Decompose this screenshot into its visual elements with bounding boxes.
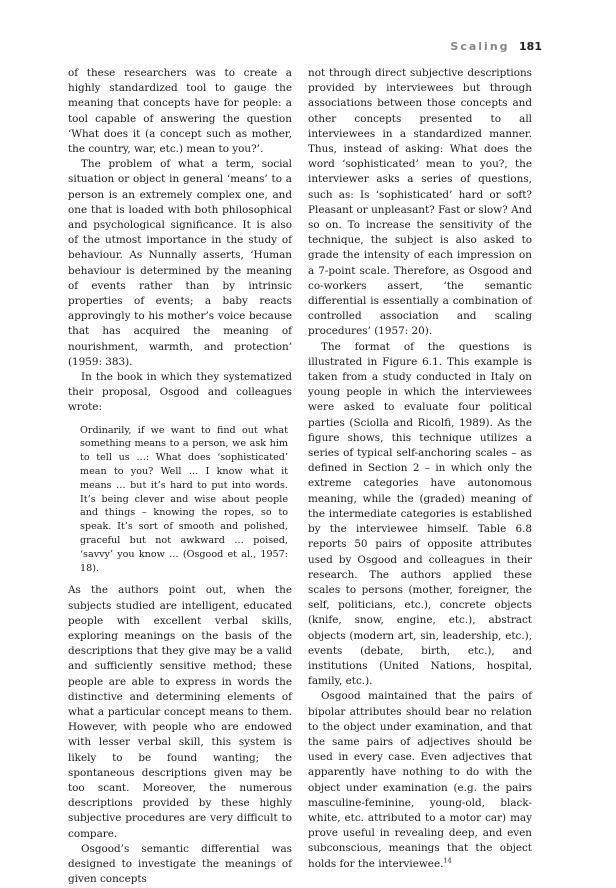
paragraph: The format of the questions is illustrated in Figure 6.1. This example is taken from a study conducted in Italy on young people in which the interviewees were asked to evaluate four political parties (Sciolla and Ricolfi, 1989). As the figure shows, this technique utilizes a series of typical self-anchoring scales – as defined in Section 2 – in which only the extreme categories have autonomous meaning, while the (graded) meaning of the intermediate categories is established by the interviewee himself. Table 6.8 reports 50 pairs of opposite attributes used by Osgood and colleagues in their research. The authors applied these scales to persons (mother, foreigner, the self, politicians, etc.), concrete objects (knife, snow, engine, etc.), abstract objects (modern art, sin, leadership, etc.), events (debate, birth, etc.), and institutions (United Nations, hospital, family, etc.). [308, 340, 532, 688]
paragraph: not through direct subjective descriptions provided by interviewees but through associations between those concepts and other concepts presented to all interviewees in a standardized manner. Thus, instead of asking: What does the word ‘sophisticated’ mean to you?, the interviewer asks a series of questions, such as: Is ‘sophisticated’ hard or soft? Pleasant or unpleasant? Fast or slow? And so on. To increase the sensitivity of the technique, the subject is also asked to grade the intensity of each impression on a 7-point scale. Therefore, as Osgood and co-workers assert, ‘the semantic differential is essentially a combination of controlled association and scaling procedures’ (1957: 20). [308, 67, 532, 338]
footnote-marker: 14 [443, 856, 452, 865]
left-column [68, 66, 292, 888]
paragraph: In the book in which they systematized their proposal, Osgood and colleagues wrote: [68, 371, 292, 414]
chapter-title: Scaling [450, 40, 510, 53]
paragraph: As the authors point out, when the subjects studied are intelligent, educated people with excellent verbal skills, exploring meanings on the basis of the descriptions that they give may be a valid and sufficiently sensitive method; these people are able to express in words the distinctive and determining elements of what a particular concept means to them. However, with people who are endowed with lesser verbal skill, this system is likely to be found wanting; the spontaneous descriptions given may be too scant. Moreover, the numerous descriptions provided by these highly subjective procedures are very difficult to compare. [68, 584, 292, 840]
paragraph: Osgood’s semantic differential was designed to investigate the meanings of given concepts [68, 842, 292, 886]
running-head [450, 40, 542, 53]
right-column [308, 66, 532, 872]
block-quote: Ordinarily, if we want to find out what something means to a person, we ask him to tell us …: What does ‘sophisticated’ mean to you? Well … I know what it means … but it’s hard to put into words. It’s being clever and wise about people and things – knowing the ropes, so to speak. It’s sort of smooth and polished, graceful but not awkward … poised, ‘savvy’ you know … (Osgood et al., 1957: 18). [80, 424, 288, 574]
paragraph: The problem of what a term, social situation or object in general ‘means’ to a person is an extremely complex one, and one that is loaded with both philosophical and psychological significance. It is also of the utmost importance in the study of behaviour. As Nunnally asserts, ‘Human behaviour is determined by the meaning of events rather than by intrinsic properties of events; a baby reacts approvingly to his mother’s voice because that has acquired the meaning of nourishment, warmth, and protection’ (1959: 383). [68, 158, 292, 368]
paragraph-with-footnote [308, 689, 532, 871]
paragraph: of these researchers was to create a highly standardized tool to gauge the meaning that concepts have for people: a tool capable of answering the question ‘What does it (a concept such as mother, the country, war, etc.) mean to you?’. [68, 67, 292, 156]
page-number: 181 [519, 40, 542, 53]
paragraph-text: Osgood maintained that the pairs of bipolar attributes should bear no relation to the object under examination, and that the same pairs of adjectives should be used in every case. Even adjectives that apparently have nothing to do with the object under examination (e.g. the pairs masculine-feminine, young-old, black-white, etc. attributed to a motor car) may prove useful in revealing deep, and even subconscious, meanings that the object holds for the interviewee. [308, 690, 532, 870]
